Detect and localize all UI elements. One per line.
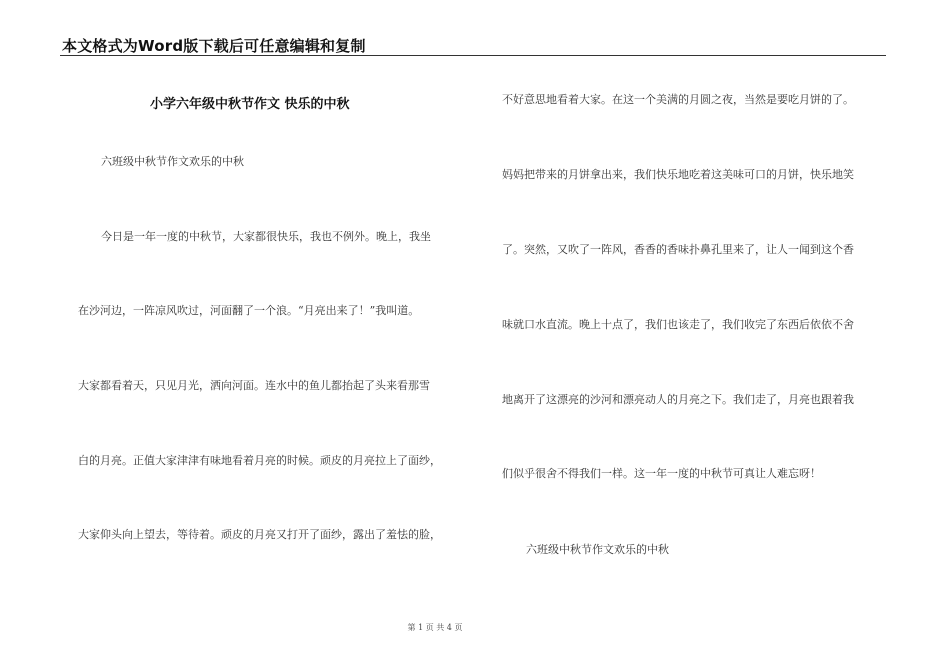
right-line-0: 不好意思地看着大家。在这一个美满的月圆之夜，当然是要吃月饼的了。 — [502, 93, 854, 106]
left-line-4: 白的月亮。正值大家津津有味地看着月亮的时候。顽皮的月亮拉上了面纱， — [78, 454, 441, 467]
header-banner: 本文格式为Word版下载后可任意编辑和复制 — [62, 37, 366, 55]
right-line-2: 了。突然，又吹了一阵风，香香的香味扑鼻孔里来了，让人一闻到这个香 — [502, 243, 854, 256]
left-line-3: 大家都看着天，只见月光，洒向河面。连水中的鱼儿都抬起了头来看那雪 — [78, 379, 430, 392]
right-line-1: 妈妈把带来的月饼拿出来，我们快乐地吃着这美味可口的月饼，快乐地笑 — [502, 168, 854, 181]
left-line-1: 今日是一年一度的中秋节，大家都很快乐，我也不例外。晚上，我坐 — [101, 230, 431, 243]
left-line-2: 在沙河边，一阵凉风吹过，河面翻了一个浪。“月亮出来了！”我叫道。 — [78, 304, 420, 317]
page-number: 第 1 页 共 4 页 — [407, 623, 463, 632]
right-line-3: 味就口水直流。晚上十点了，我们也该走了，我们收完了东西后依依不舍 — [502, 318, 854, 331]
document-title: 小学六年级中秋节作文 快乐的中秋 — [150, 97, 350, 112]
right-line-6: 六班级中秋节作文欢乐的中秋 — [526, 543, 669, 556]
header-divider — [60, 55, 886, 56]
right-line-4: 地离开了这漂亮的沙河和漂亮动人的月亮之下。我们走了，月亮也跟着我 — [502, 393, 854, 406]
left-line-0: 六班级中秋节作文欢乐的中秋 — [101, 155, 244, 168]
right-line-5: 们似乎很舍不得我们一样。这一年一度的中秋节可真让人难忘呀！ — [502, 467, 821, 480]
left-line-5: 大家仰头向上望去，等待着。顽皮的月亮又打开了面纱，露出了羞怯的脸， — [78, 528, 441, 541]
